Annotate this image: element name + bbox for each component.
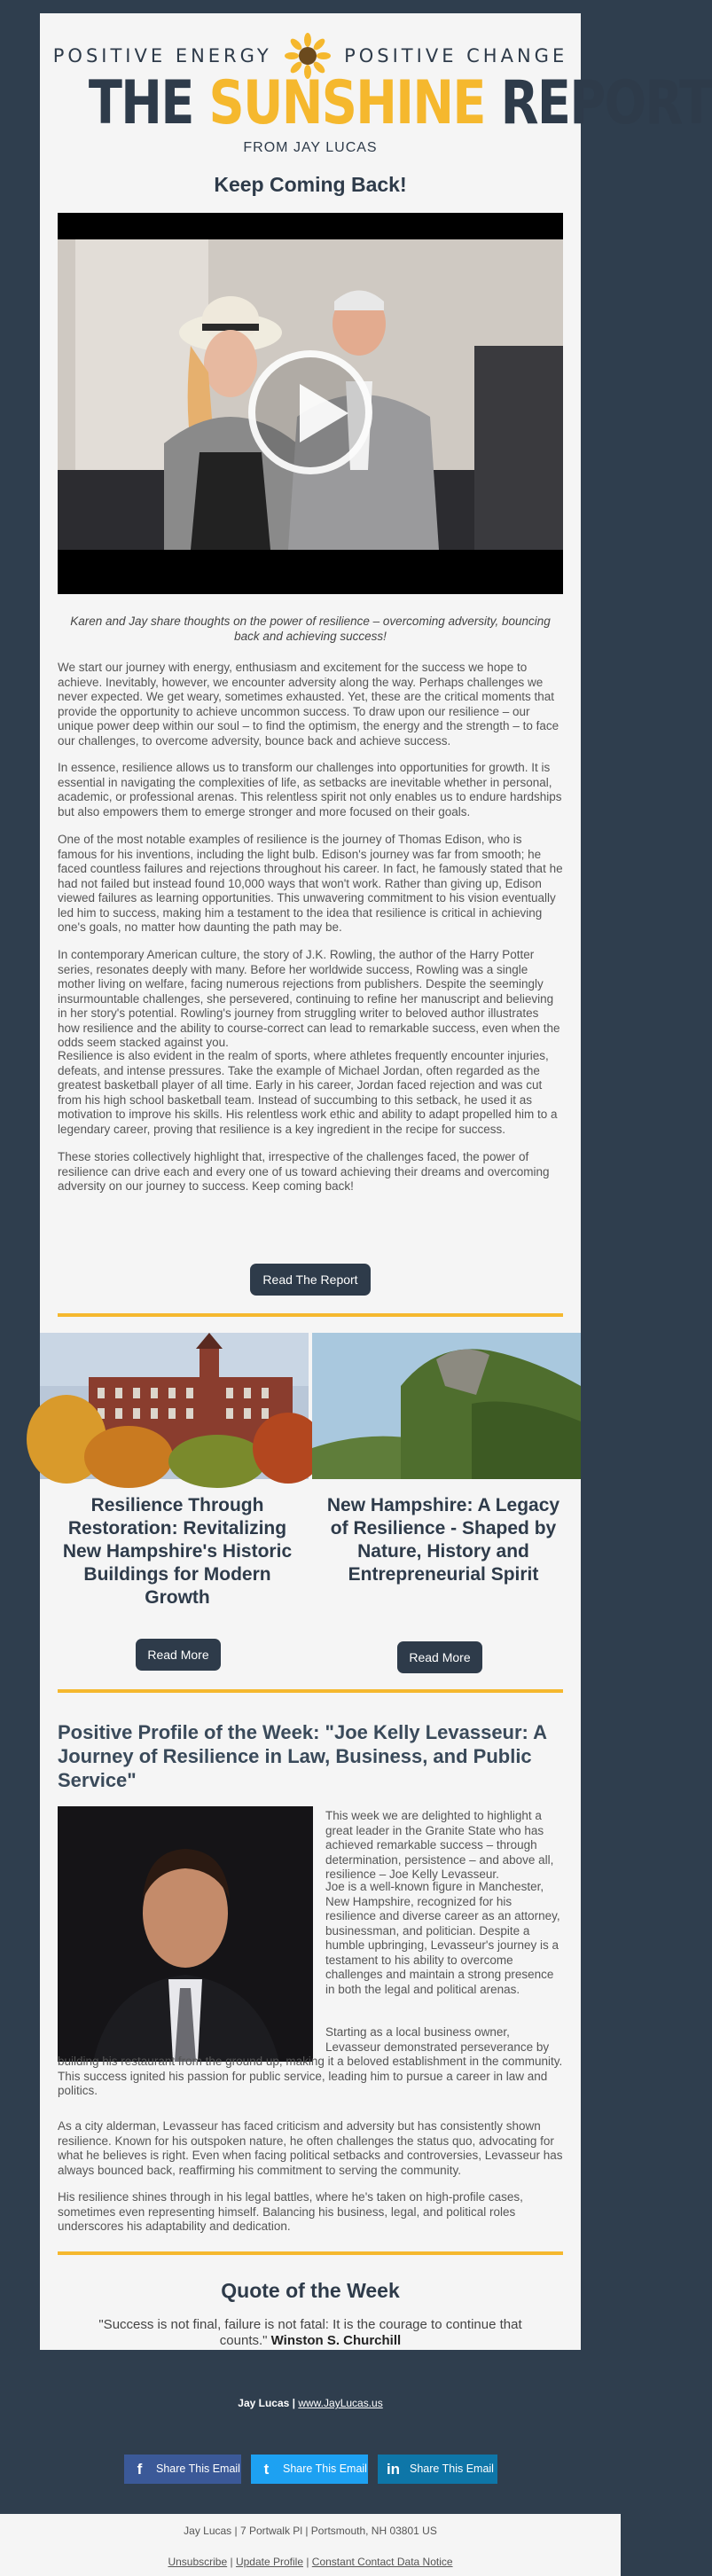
mountain-ledge-photo[interactable] [312,1333,581,1479]
video-caption: Karen and Jay share thoughts on the power of resilience – overcoming adversity, bouncing back and achieving success! [70,615,551,643]
linkedin-icon: in [386,2461,401,2478]
read-report-button[interactable]: Read The Report [250,1264,371,1296]
footer-links: Unsubscribe | Update Profile | Constant Contact Data Notice [168,2556,453,2568]
quote-title: Quote of the Week [221,2279,400,2302]
play-icon[interactable] [248,350,372,474]
profile-legal: His resilience shines through in his legal battles, where he's taken on high-profile cases, sometimes even representing himself. Balancing his business, legal, and political roles underscores his adaptability and dedication. [58,2190,523,2233]
byline: FROM JAY LUCAS [243,140,378,155]
page-title: Keep Coming Back! [214,173,407,196]
closing-paragraph: These stories collectively highlight that, irrespective of the challenges faced, the power of resilience can drive each and every one of us toward achieving their dreams and overcoming adversity on our journey to success. Keep coming back! [58,1150,550,1193]
profile-background: Joe is a well-known figure in Manchester, New Hampshire, recognized for his resilience and diverse career as an attorney, businessman, and politician. Despite a humble upbringing, Levasseur's journey is a testament to his ability to overcome challenges and maintain a strong presence in both the legal and political arenas. [325,1880,560,1996]
feature-title-restoration[interactable]: Resilience Through Restoration: Revitalizing New Hampshire's Historic Buildings for Modern Growth [62,1495,293,1608]
newsletter-card [40,13,712,2350]
divider [58,1313,563,1317]
divider [58,1689,563,1693]
read-more-restoration-button[interactable]: Read More [136,1639,221,1671]
edison-paragraph: One of the most notable examples of resilience is the journey of Thomas Edison, who is famous for his inventions, including the light bulb. Edison's journey was far from smooth; he faced countless failures and rejections throughout his career. In fact, he famously stated that he had not failed but instead found 10,000 ways that won't work. Rather than giving up, Edison viewed failures as learning opportunities. This unwavering commitment to his vision eventually led him to success, making him a testament to the idea that resilience is critical in achieving one's goals, no matter how daunting the path may be. [58,833,563,934]
site-link[interactable]: www.JayLucas.us [298,2397,383,2409]
intro-paragraph: We start our journey with energy, enthusiasm and excitement for the success we hope to achieve. Inevitably, however, we encounter adversity along the way. Perhaps challenges we never expected. We get weary, sometimes exhausted. Yet, these are the critical moments that provide the opportunity to achieve uncommon success. To draw upon our resilience – our unique power deep within our soul – to find the optimism, the energy and the strength – to face our challenges, to overcome adversity, bounce back and achieve success. [58,661,559,748]
profile-portrait [58,1806,313,2062]
profile-business: Starting as a local business owner, Levasseur demonstrated perseverance by [325,2025,550,2054]
tagline-right: POSITIVE CHANGE [344,45,568,67]
video-thumbnail [58,239,563,550]
profile-alderman: As a city alderman, Levasseur has faced criticism and adversity but has consistently shown resilience. Known for his outspoken nature, he often challenges the status quo, advocating for what he believes is right. Even when facing political setbacks and controversies, Levasseur has always bounced back, reaffirming his commitment to serving the community. [58,2119,563,2177]
data-notice-link[interactable]: Constant Contact Data Notice [311,2556,453,2568]
share-facebook-button[interactable]: f Share This Email [124,2455,241,2484]
divider [58,2251,563,2255]
resilience-paragraph: In essence, resilience allows us to transform our challenges into opportunities for growth. It is essential in navigating the complexities of life, as setbacks are inevitable whether in personal, academic, or professional arenas. This relentless spirit not only enables us to endure hardships but also empowers them to emerge stronger and more focused on their goals. [58,761,562,818]
share-twitter-button[interactable]: t Share This Email [251,2455,368,2484]
footer-address: Jay Lucas | 7 Portwalk Pl | Portsmouth, NH 03801 US [184,2525,437,2537]
facebook-icon: f [137,2461,143,2478]
twitter-icon: t [263,2461,270,2478]
jordan-paragraph: Resilience is also evident in the realm of sports, where athletes frequently encounter injuries, defeats, and intense pressures. Take the example of Michael Jordan, often regarded as the greatest basketball player of all time. Early in his career, Jordan faced rejection and was cut from his high school basketball team. Instead of succumbing to this setback, he used it as motivation to improve his skills. His relentless work ethic and ability to adapt propelled him to a legendary career, proving that resilience is a key ingredient in the recipe for success. [58,1049,558,1136]
profile-business-cont: building his restaurant from the ground up, making it a beloved establishment in the community. This success ignited his passion for public service, leading him to pursue a career in law and politics. [58,2055,563,2097]
feature-title-legacy[interactable]: New Hampshire: A Legacy of Resilience - Shaped by Nature, History and Entrepreneurial Spirit [326,1495,560,1585]
video-player[interactable] [58,213,563,594]
historic-mill-photo[interactable] [40,1333,309,1479]
tagline-left: POSITIVE ENERGY [52,45,272,67]
profile-intro: This week we are delighted to highlight a great leader in the Granite State who has achieved remarkable success – through determination, persistence – and above all, resilience – Joe Kelly Levasseur. [325,1809,554,1881]
masthead-logo: THE SUNSHINE REPORT [88,68,712,138]
footer-contact: Jay Lucas | www.JayLucas.us [238,2397,383,2409]
quote-author: Winston S. Churchill [270,2333,402,2348]
read-more-legacy-button[interactable]: Read More [397,1641,482,1673]
update-profile-link[interactable]: Update Profile [235,2556,303,2568]
quote-text: "Success is not final, failure is not fatal: It is the courage to continue that counts." Winston S. Churchill [98,2317,522,2348]
unsubscribe-link[interactable]: Unsubscribe [168,2556,228,2568]
rowling-paragraph: In contemporary American culture, the story of J.K. Rowling, the author of the Harry Potter series, resonates deeply with many. Before her worldwide success, Rowling was a single mother living on welfare, facing numerous rejections from publishers. Despite the seemingly insurmountable challenges, she persevered, continuing to refine her manuscript and believing in her story's potential. Rowling's journey from struggling writer to beloved author illustrates how resilience and the ability to course-correct can lead to remarkable success, even when the odds seem stacked against you. [58,948,560,1049]
profile-title: Positive Profile of the Week: "Joe Kelly Levasseur: A Journey of Resilience in Law, Business, and Public Service" [58,1721,547,1791]
footer-bar [0,2514,621,2576]
share-linkedin-button[interactable]: in Share This Email [378,2455,497,2484]
